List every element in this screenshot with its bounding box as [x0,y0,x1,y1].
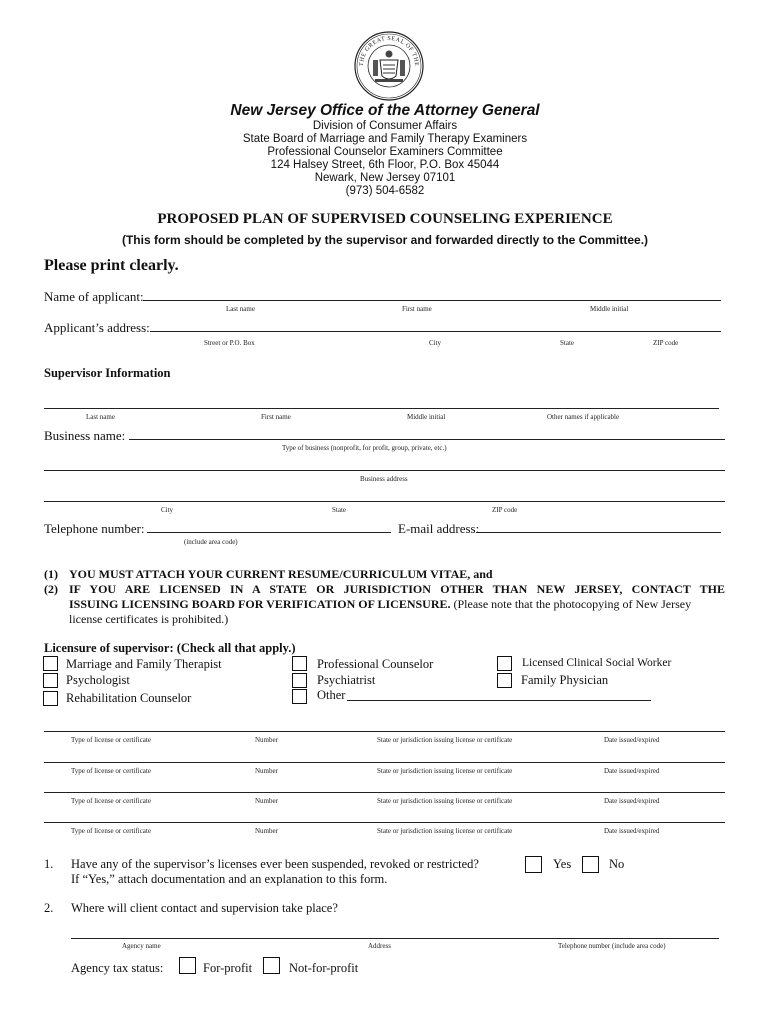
caption-license-type: Type of license or certificate [71,736,151,744]
caption-street: Street or P.O. Box [204,339,255,347]
instruction-2-note: (Please note that the photocopying of New Jersey [450,597,692,611]
option-pc-label: Professional Counselor [317,657,434,671]
caption-last-name: Last name [226,305,255,313]
option-mft-label: Marriage and Family Therapist [66,657,222,671]
caption-bus-zip: ZIP code [492,506,518,514]
caption-license-type: Type of license or certificate [71,827,151,835]
seal-text: THE GREAT SEAL OF THE [358,35,420,67]
caption-business-type: Type of business (nonprofit, for profit, group, private, etc.) [282,444,447,452]
checkbox-psychologist[interactable] [43,673,58,688]
form-title: PROPOSED PLAN OF SUPERVISED COUNSELING EXPERIENCE [157,211,613,227]
state-seal [353,30,425,102]
caption-sup-last-name: Last name [86,413,115,421]
caption-license-date: Date issued/expired [604,827,660,835]
instruction-1-num: (1) [44,567,58,581]
yes-label: Yes [553,857,572,871]
caption-state: State [560,339,574,347]
not-for-profit-label: Not-for-profit [289,961,359,975]
instruction-2-num: (2) [44,582,58,596]
business-address-field[interactable] [44,470,725,471]
header-line-division: Division of Consumer Affairs [312,120,458,132]
caption-license-date: Date issued/expired [604,767,660,775]
licensure-heading: Licensure of supervisor: (Check all that apply.) [44,641,296,655]
caption-license-number: Number [255,736,278,744]
for-profit-label: For-profit [203,961,253,975]
license-row-4-field[interactable] [44,822,725,823]
caption-middle-initial: Middle initial [590,305,629,313]
applicant-address-label: Applicant’s address: [44,320,150,335]
caption-first-name: First name [402,305,432,313]
header-line-committee: Professional Counselor Examiners Committee [267,146,503,158]
question-2-text: Where will client contact and supervision take place? [71,901,338,915]
checkbox-rehab-counselor[interactable] [43,691,58,706]
business-name-label: Business name: [44,428,126,443]
instruction-1: YOU MUST ATTACH YOUR CURRENT RESUME/CURRICULUM VITAE, and [69,567,493,581]
header-line-phone: (973) 504-6582 [345,185,425,197]
checkbox-professional-counselor[interactable] [292,656,307,671]
option-psychiatrist-label: Psychiatrist [317,673,376,687]
supervisor-name-field[interactable] [44,408,719,409]
caption-license-type: Type of license or certificate [71,797,151,805]
question-2-num: 2. [44,901,54,915]
checkbox-yes[interactable] [525,856,542,873]
caption-license-date: Date issued/expired [604,736,660,744]
telephone-field[interactable] [147,532,391,533]
agency-tax-label: Agency tax status: [71,961,164,975]
checkbox-other[interactable] [292,689,307,704]
caption-license-state: State or jurisdiction issuing license or certificate [377,827,513,835]
question-1-line2: If “Yes,” attach documentation and an explanation to this form. [71,872,388,886]
checkbox-psychiatrist[interactable] [292,673,307,688]
license-row-1-field[interactable] [44,731,725,732]
caption-license-number: Number [255,767,278,775]
caption-bus-city: City [161,506,174,514]
caption-license-number: Number [255,797,278,805]
header-line-street: 124 Halsey Street, 6th Floor, P.O. Box 45044 [270,159,500,171]
caption-city: City [429,339,442,347]
caption-license-date: Date issued/expired [604,797,660,805]
checkbox-mft[interactable] [43,656,58,671]
other-license-field[interactable] [347,700,651,701]
business-city-field[interactable] [44,501,725,502]
checkbox-not-for-profit[interactable] [263,957,280,974]
caption-agency-address: Address [368,942,391,950]
instruction-2-line3: license certificates is prohibited.) [69,612,229,626]
applicant-name-field[interactable] [143,300,721,301]
header-line-city: Newark, New Jersey 07101 [314,172,456,184]
option-fp-label: Family Physician [521,673,609,687]
supervisor-heading: Supervisor Information [44,366,171,380]
header-line-board: State Board of Marriage and Family Therapy Examiners [242,133,528,145]
caption-bus-state: State [332,506,346,514]
caption-sup-middle: Middle initial [407,413,446,421]
instruction-2-line2 [69,597,691,612]
caption-license-state: State or jurisdiction issuing license or certificate [377,767,513,775]
checkbox-no[interactable] [582,856,599,873]
business-name-field[interactable] [129,439,725,440]
instruction-2-bold: ISSUING LICENSING BOARD FOR VERIFICATION OF LICENSURE. [69,597,451,611]
seal-icon [353,30,425,102]
applicant-name-label: Name of applicant: [44,289,144,304]
caption-sup-other-names: Other names if applicable [547,413,620,421]
email-label: E-mail address: [398,521,480,536]
question-1-line1: Have any of the supervisor’s licenses ever been suspended, revoked or restricted? [71,857,479,871]
form-subtitle: (This form should be completed by the supervisor and forwarded directly to the Committee.) [121,233,649,247]
caption-license-number: Number [255,827,278,835]
caption-agency-name: Agency name [122,942,161,950]
caption-sup-first-name: First name [261,413,291,421]
telephone-label: Telephone number: [44,521,145,536]
caption-license-state: State or jurisdiction issuing license or certificate [377,736,513,744]
option-rehab-label: Rehabilitation Counselor [66,691,192,705]
print-clearly-heading: Please print clearly. [44,257,179,274]
office-title: New Jersey Office of the Attorney General [230,102,540,119]
caption-license-type: Type of license or certificate [71,767,151,775]
caption-business-address: Business address [360,475,408,483]
checkbox-for-profit[interactable] [179,957,196,974]
caption-zip: ZIP code [653,339,679,347]
caption-area-code: (include area code) [184,538,238,546]
email-field[interactable] [476,532,721,533]
license-row-2-field[interactable] [44,762,725,763]
option-other-label: Other [317,688,346,702]
caption-agency-phone: Telephone number (include area code) [558,942,666,950]
option-psychologist-label: Psychologist [66,673,130,687]
caption-license-state: State or jurisdiction issuing license or certificate [377,797,513,805]
question-1-num: 1. [44,857,54,871]
checkbox-lcsw[interactable] [497,656,512,671]
instruction-2-line1: IF YOU ARE LICENSED IN A STATE OR JURISDICTION OTHER THAN NEW JERSEY, CONTACT THE [69,582,725,596]
option-lcsw-label: Licensed Clinical Social Worker [522,657,672,669]
applicant-address-field[interactable] [150,331,721,332]
agency-field[interactable] [71,938,719,939]
license-row-3-field[interactable] [44,792,725,793]
no-label: No [609,857,625,871]
checkbox-family-physician[interactable] [497,673,512,688]
